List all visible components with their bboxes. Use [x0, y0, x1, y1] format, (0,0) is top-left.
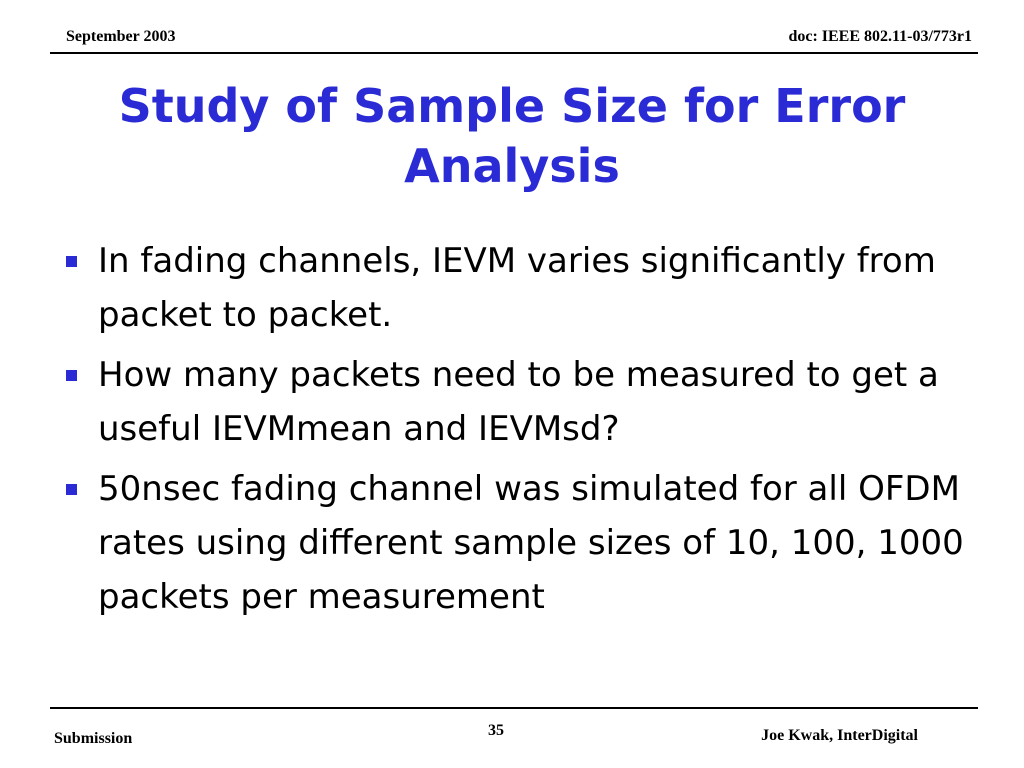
- square-bullet-icon: [66, 484, 77, 495]
- slide-title: Study of Sample Size for Error Analysis: [118, 79, 906, 193]
- bullet-text: How many packets need to be measured to get a useful IEVMmean and IEVMsd?: [98, 355, 939, 449]
- square-bullet-icon: [66, 256, 77, 267]
- footer-page-number: 35: [488, 722, 504, 739]
- header-date: September 2003: [66, 28, 176, 45]
- bullet-text: In fading channels, IEVM varies significantly from packet to packet.: [98, 241, 936, 335]
- square-bullet-icon: [66, 370, 77, 381]
- bullet-item: [64, 462, 994, 624]
- footer-author: Joe Kwak, InterDigital: [761, 727, 918, 744]
- header-doc-id: doc: IEEE 802.11-03/773r1: [788, 28, 972, 45]
- bullet-text: 50nsec fading channel was simulated for all OFDM rates using different sample sizes of 10, 100, 1000 packets per measurement: [98, 469, 964, 617]
- header-divider: [50, 52, 978, 54]
- footer-divider: [50, 707, 978, 709]
- bullet-list: [64, 234, 994, 630]
- bullet-item: [64, 234, 994, 342]
- footer-submission-label: Submission: [54, 730, 133, 747]
- bullet-item: [64, 348, 994, 456]
